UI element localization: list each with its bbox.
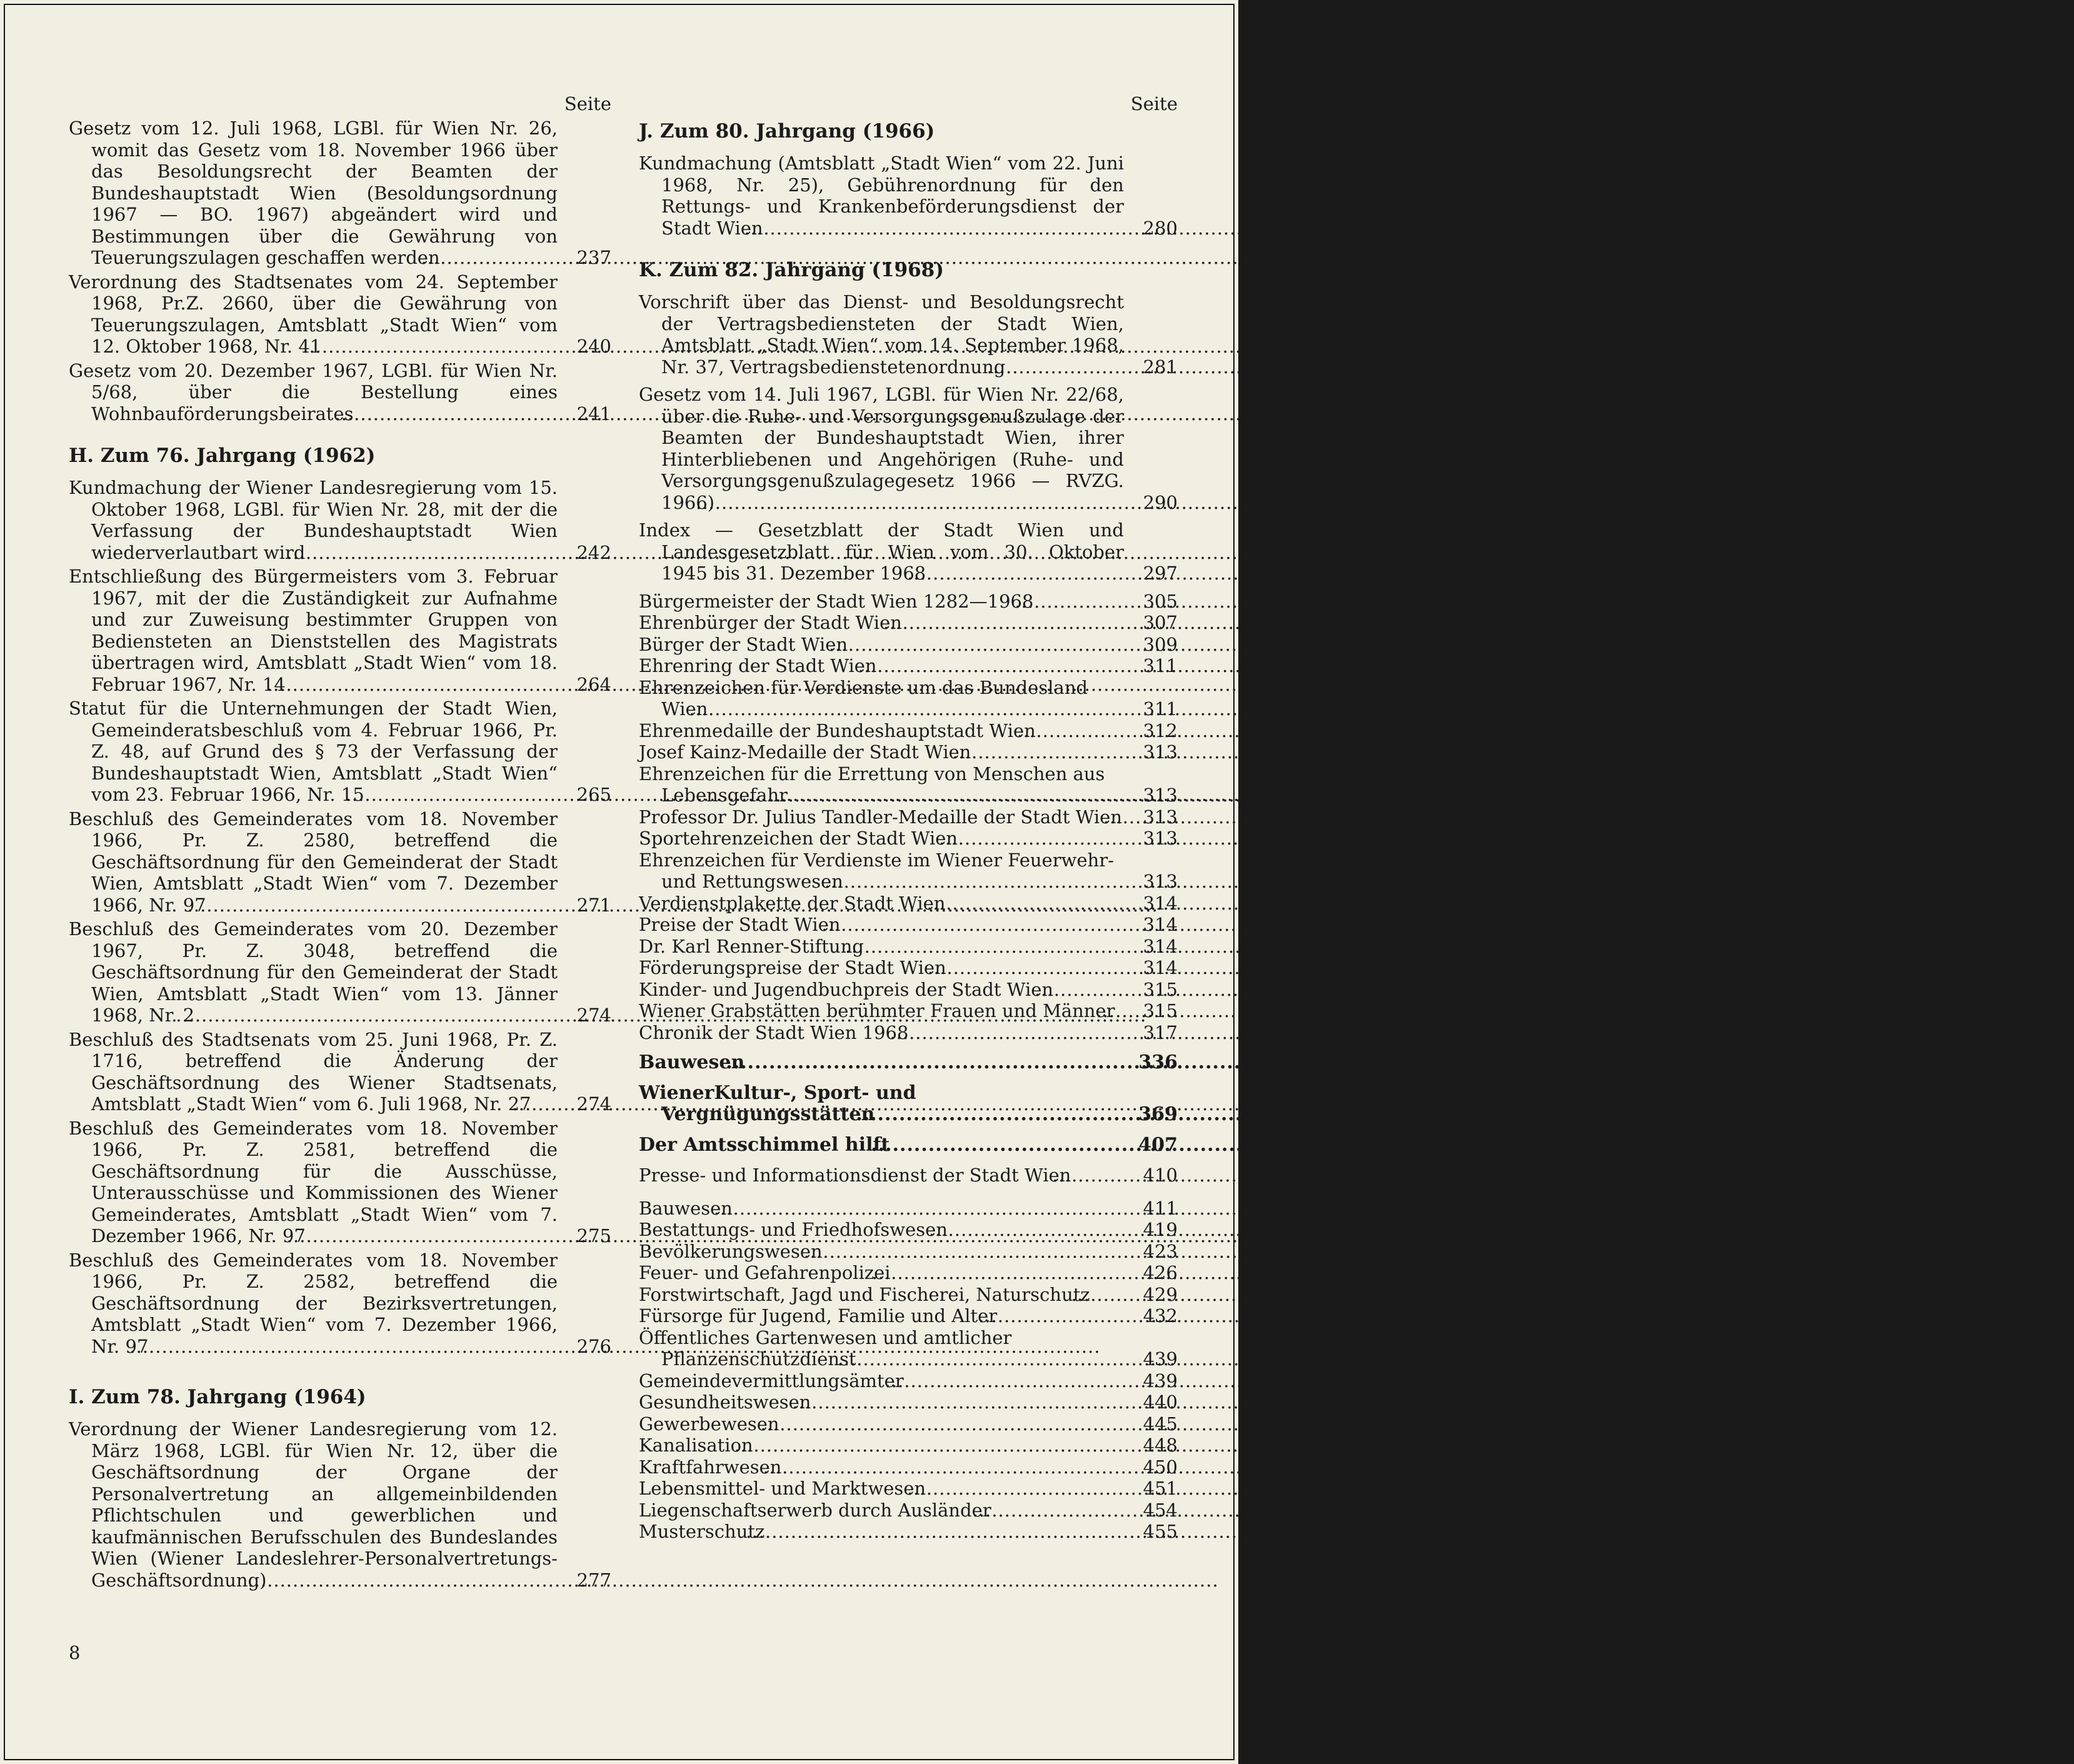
toc-entry xyxy=(639,1022,1178,1044)
toc-entry-title: Lebensmittel- und Marktwesen ..... xyxy=(639,1478,926,1499)
toc-entry-title: Verordnung des Stadtsenates vom 24. September 1968, Pr.Z. 2660, über die Gewährung von Teuerungszulagen, Amtsblatt „Stadt Wien“ vom 12. Oktober 1968, Nr. 41 ..... xyxy=(69,271,558,358)
toc-entry-text-wrap xyxy=(69,477,558,563)
toc-entry-title: Dr. Karl Renner-Stiftung ..... xyxy=(639,936,864,957)
toc-entry-page: 426 xyxy=(1143,1262,1178,1283)
toc-entry-text-wrap xyxy=(639,719,1124,742)
toc-entry xyxy=(639,1391,1178,1413)
toc-entry-title: Musterschutz ..... xyxy=(639,1521,764,1542)
toc-entry xyxy=(69,698,611,806)
toc-entry-title: Gemeindevermittlungsämter ..... xyxy=(639,1370,904,1391)
toc-entry xyxy=(639,806,1178,828)
toc-entry-text-wrap xyxy=(639,1413,1124,1435)
toc-entry-title: Sportehrenzeichen der Stadt Wien ..... xyxy=(639,828,958,849)
toc-entry xyxy=(639,1052,1178,1074)
toc-entry-page: 450 xyxy=(1143,1456,1178,1478)
toc-entry-text-wrap xyxy=(639,935,1124,958)
toc-entry-page: 305 xyxy=(1143,590,1178,612)
toc-entry xyxy=(639,384,1178,513)
toc-entry-text-wrap xyxy=(639,1219,1124,1241)
toc-entry-title: Bevölkerungswesen ..... xyxy=(639,1241,823,1262)
toc-entry-page: 240 xyxy=(576,336,611,357)
toc-entry-page: 419 xyxy=(1143,1219,1178,1240)
toc-entry-page: 237 xyxy=(576,247,611,268)
toc-entry-text-wrap xyxy=(69,1249,558,1358)
section-heading-i: I. Zum 78. Jahrgang (1964) xyxy=(69,1386,366,1408)
toc-entry xyxy=(639,519,1178,584)
toc-entry-page: 313 xyxy=(1143,871,1178,892)
toc-entry-title: Forstwirtschaft, Jagd und Fischerei, Naturschutz ..... xyxy=(639,1284,1090,1305)
toc-entry xyxy=(69,360,611,425)
toc-entry-text-wrap xyxy=(639,633,1124,656)
toc-entry-title: Beschluß des Gemeinderates vom 18. November 1966, Pr. Z. 2581, betreffend die Geschäftsordnung für die Ausschüsse, Unterausschüsse und Kommissionen des Wiener Gemeinderates, Amtsblatt „Stadt Wien“ vom 7. Dezember 1966, Nr. 97 ..... xyxy=(69,1118,558,1247)
toc-entry-text-wrap xyxy=(639,384,1124,513)
toc-entry-page: 241 xyxy=(576,403,611,424)
toc-entry xyxy=(639,1165,1178,1186)
toc-entry xyxy=(639,1262,1178,1284)
toc-entry xyxy=(639,1413,1178,1435)
toc-entry-title: Kraftfahrwesen ..... xyxy=(639,1456,781,1478)
toc-entry xyxy=(639,1219,1178,1241)
toc-entry xyxy=(639,741,1178,763)
toc-entry-text-wrap xyxy=(69,359,558,425)
toc-entry-page: 281 xyxy=(1143,356,1178,378)
toc-entry-page: 265 xyxy=(576,784,611,805)
toc-entry xyxy=(639,1327,1178,1370)
toc-entry-page: 439 xyxy=(1143,1370,1178,1391)
toc-entry-title: Kinder- und Jugendbuchpreis der Stadt Wien ..... xyxy=(639,979,1053,1000)
toc-entry-title: Ehrenzeichen für Verdienste im Wiener Feuerwehr- und Rettungswesen ..... xyxy=(639,849,1114,893)
toc-entry-text-wrap xyxy=(639,741,1124,763)
toc-entry-text-wrap xyxy=(69,808,558,916)
toc-entry-title: Chronik der Stadt Wien 1968 ..... xyxy=(639,1022,908,1043)
toc-entry-title: Gewerbewesen ..... xyxy=(639,1413,779,1435)
toc-entry-text-wrap xyxy=(639,1133,1124,1156)
page-number: 8 xyxy=(69,1642,81,1663)
toc-entry-text-wrap xyxy=(639,1521,1124,1543)
toc-entry-page: 451 xyxy=(1143,1478,1178,1499)
right-content xyxy=(639,119,1178,1543)
toc-entry xyxy=(639,1478,1178,1500)
toc-entry-page: 317 xyxy=(1143,1021,1178,1043)
toc-entry-page: 297 xyxy=(1143,563,1178,584)
toc-entry-title: Entschließung des Bürgermeisters vom 3. Februar 1967, mit der die Zuständigkeit zur Aufnahme und zur Zuweisung bestimmter Gruppen von Bediensteten an Dienststellen des Magistrats übertragen wird, Amtsblatt „Stadt Wien“ vom 18. Februar 1967, Nr. 14 ..... xyxy=(69,566,558,695)
toc-entry-page: 411 xyxy=(1143,1197,1178,1219)
toc-entry-page: 314 xyxy=(1143,957,1178,978)
toc-entry-text-wrap xyxy=(639,1435,1124,1456)
toc-entry xyxy=(639,1521,1178,1543)
toc-entry-page: 429 xyxy=(1143,1283,1178,1305)
toc-entry xyxy=(639,914,1178,936)
toc-entry xyxy=(69,1029,611,1115)
toc-entry-page: 264 xyxy=(576,673,611,695)
toc-entry xyxy=(69,808,611,916)
toc-entry-text-wrap xyxy=(639,1081,1124,1126)
toc-entry xyxy=(639,720,1178,742)
toc-entry-title: Gesetz vom 14. Juli 1967, LGBl. für Wien Nr. 22/68, über die Ruhe- und Versorgungsgenußzulage der Beamten der Bundeshauptstadt Wien, ihrer Hinterbliebenen und Angehörigen (Ruhe- und Versorgungsgenußzulagegesetz 1966 — RVZG. 1966) ..... xyxy=(639,384,1124,513)
toc-entry-text-wrap xyxy=(69,918,558,1026)
toc-entry-text-wrap xyxy=(639,1262,1124,1284)
toc-entry-title: Wiener Grabstätten berühmter Frauen und Männer ..... xyxy=(639,1000,1115,1021)
toc-entry-title: Bestattungs- und Friedhofswesen ..... xyxy=(639,1219,948,1240)
toc-entry-title: Kundmachung der Wiener Landesregierung vom 15. Oktober 1968, LGBl. für Wien Nr. 28, mit der die Verfassung der Bundeshauptstadt Wien wiederverlautbart wird ..... xyxy=(69,477,558,563)
toc-group-h xyxy=(69,477,611,1357)
toc-entry-text-wrap xyxy=(69,1117,558,1247)
toc-entry-text-wrap xyxy=(639,612,1124,634)
toc-entry xyxy=(639,763,1178,806)
toc-entry-page: 311 xyxy=(1143,698,1178,719)
toc-entry-title: Gesundheitswesen ..... xyxy=(639,1391,811,1413)
toc-entry xyxy=(639,1435,1178,1456)
toc-entry-text-wrap xyxy=(639,1283,1124,1306)
toc-entry-page: 313 xyxy=(1143,784,1178,806)
toc-entry xyxy=(639,1500,1178,1521)
toc-entry-text-wrap xyxy=(639,849,1124,893)
toc-entry-title: Verdienstplakette der Stadt Wien ..... xyxy=(639,893,946,914)
seite-header-right: Seite xyxy=(1130,93,1178,114)
toc-entry-page: 407 xyxy=(1138,1133,1178,1156)
toc-entry-text-wrap xyxy=(639,1051,1124,1074)
toc-entry-title: Josef Kainz-Medaille der Stadt Wien ..... xyxy=(639,741,971,763)
toc-entry-page: 314 xyxy=(1143,914,1178,935)
toc-entry-page: 448 xyxy=(1143,1435,1178,1456)
toc-entry xyxy=(639,1135,1178,1156)
toc-entry-page: 315 xyxy=(1143,1000,1178,1021)
toc-entry-page: 455 xyxy=(1143,1521,1178,1542)
toc-entry-page: 313 xyxy=(1143,806,1178,828)
toc-entry-title: Professor Dr. Julius Tandler-Medaille der Stadt Wien ..... xyxy=(639,806,1122,828)
toc-entry-title: Beschluß des Gemeinderates vom 18. November 1966, Pr. Z. 2582, betreffend die Geschäftsordnung der Bezirksvertretungen, Amtsblatt „Stadt Wien“ vom 7. Dezember 1966, Nr. 97 ..... xyxy=(69,1250,558,1357)
toc-entry xyxy=(639,612,1178,634)
toc-entry-title: Förderungspreise der Stadt Wien ..... xyxy=(639,957,946,978)
toc-group-i xyxy=(69,1418,611,1591)
toc-entry-text-wrap xyxy=(639,1456,1124,1478)
toc-entry-text-wrap xyxy=(69,118,558,269)
toc-entry-title: Statut für die Unternehmungen der Stadt Wien, Gemeinderatsbeschluß vom 4. Februar 1966, Pr. Z. 48, auf Grund des § 73 der Verfassung der Bundeshauptstadt Wien, Amtsblatt „Stadt Wien“ vom 23. Februar 1966, Nr. 15 ..... xyxy=(69,698,558,805)
toc-entry-page: 274 xyxy=(576,1093,611,1115)
toc-entry-text-wrap xyxy=(639,978,1124,1001)
toc-entry xyxy=(69,271,611,358)
toc-entry-page: 314 xyxy=(1143,892,1178,914)
toc-entry-title: Feuer- und Gefahrenpolizei ..... xyxy=(639,1262,891,1283)
toc-entry-page: 311 xyxy=(1143,655,1178,676)
toc-entry-page: 369 xyxy=(1138,1103,1178,1125)
toc-entry-text-wrap xyxy=(639,1370,1124,1392)
toc-entry-text-wrap xyxy=(639,590,1124,613)
toc-entry xyxy=(639,1241,1178,1263)
toc-entry xyxy=(639,1284,1178,1306)
toc-entry-page: 312 xyxy=(1143,719,1178,741)
toc-entry-text-wrap xyxy=(639,957,1124,979)
toc-entry-title: Presse- und Informationsdienst der Stadt Wien ..... xyxy=(639,1165,1071,1186)
toc-entry-title: Index — Gesetzblatt der Stadt Wien und Landesgesetzblatt für Wien vom 30. Oktober 1945 bis 31. Dezember 1968 ..... xyxy=(639,519,1124,584)
toc-entry xyxy=(69,118,611,269)
toc-entry xyxy=(69,1418,611,1591)
toc-entry-title: Ehrenzeichen für die Errettung von Menschen aus Lebensgefahr ..... xyxy=(639,763,1105,806)
toc-entry-title: Liegenschaftserwerb durch Ausländer ..... xyxy=(639,1500,991,1521)
toc-entry xyxy=(639,1198,1178,1220)
toc-entry-text-wrap xyxy=(639,1197,1124,1220)
toc-entry-text-wrap xyxy=(639,153,1124,239)
left-content xyxy=(69,118,611,1593)
toc-entry-page: 315 xyxy=(1143,978,1178,1000)
toc-entry xyxy=(639,655,1178,677)
toc-entry-text-wrap xyxy=(639,1391,1124,1413)
toc-entry xyxy=(639,893,1178,915)
toc-entry-text-wrap xyxy=(639,676,1124,720)
toc-entry-title: Bauwesen ..... xyxy=(639,1051,744,1073)
toc-entry xyxy=(69,1118,611,1247)
toc-entry-text-wrap xyxy=(639,1478,1124,1500)
toc-entry-text-wrap xyxy=(639,291,1124,378)
toc-entry-text-wrap xyxy=(639,1326,1124,1370)
toc-entry xyxy=(69,918,611,1026)
toc-entry xyxy=(69,566,611,695)
toc-group-g xyxy=(69,118,611,424)
toc-entry xyxy=(639,591,1178,613)
toc-entry-text-wrap xyxy=(69,271,558,358)
toc-entry-page: 242 xyxy=(576,541,611,563)
toc-entry-title: Ehrenmedaille der Bundeshauptstadt Wien ..... xyxy=(639,720,1036,741)
toc-entry-page: 423 xyxy=(1143,1240,1178,1262)
toc-entry-title: Preise der Stadt Wien ..... xyxy=(639,914,841,935)
toc-entry-title: Öffentliches Gartenwesen und amtlicher Pflanzenschutzdienst ..... xyxy=(639,1327,1011,1370)
toc-entry-title: Gesetz vom 20. Dezember 1967, LGBl. für Wien Nr. 5/68, über die Bestellung eines Wohnbauförderungsbeirates ..... xyxy=(69,360,558,424)
toc-entry-text-wrap xyxy=(639,1499,1124,1521)
toc-entry-page: 432 xyxy=(1143,1305,1178,1326)
toc-entry xyxy=(639,1083,1178,1126)
toc-list-press xyxy=(639,1165,1178,1186)
toc-entry-page: 445 xyxy=(1143,1413,1178,1435)
toc-entry-title: Bürger der Stadt Wien ..... xyxy=(639,634,848,655)
toc-entry-page: 307 xyxy=(1143,612,1178,633)
toc-entry xyxy=(639,291,1178,378)
toc-entry-title: Beschluß des Stadtsenats vom 25. Juni 1968, Pr. Z. 1716, betreffend die Änderung der Geschäftsordnung des Wiener Stadtsenats, Amtsblatt „Stadt Wien“ vom 6. Juli 1968, Nr. 27 ..... xyxy=(69,1029,558,1115)
toc-entry-text-wrap xyxy=(639,1305,1124,1327)
toc-entry-text-wrap xyxy=(639,763,1124,806)
toc-entry-text-wrap xyxy=(69,698,558,806)
toc-entry xyxy=(639,677,1178,720)
toc-entry-page: 313 xyxy=(1143,741,1178,763)
toc-entry-page: 336 xyxy=(1138,1051,1178,1073)
toc-entry-title: Vorschrift über das Dienst- und Besoldungsrecht der Vertragsbediensteten der Stadt Wien, Amtsblatt „Stadt Wien“ vom 14. September 1968, Nr. 37, Vertragsbedienstetenordnung ..... xyxy=(639,291,1124,378)
toc-entry xyxy=(639,936,1178,958)
toc-entry-title: Ehrenbürger der Stadt Wien ..... xyxy=(639,612,902,633)
toc-entry xyxy=(69,477,611,563)
toc-entry-text-wrap xyxy=(639,806,1124,828)
toc-entry-title: Der Amtsschimmel hilft ..... xyxy=(639,1134,889,1156)
toc-entry-text-wrap xyxy=(69,566,558,695)
toc-entry-text-wrap xyxy=(639,1240,1124,1263)
toc-entry-text-wrap xyxy=(639,1021,1124,1044)
toc-entry-page: 280 xyxy=(1143,217,1178,239)
toc-entry xyxy=(639,1370,1178,1392)
toc-entry xyxy=(639,1000,1178,1022)
toc-entry-title: WienerKultur-, Sport- und Vergnügungsstätten ..... xyxy=(639,1082,916,1126)
toc-entry-page: 274 xyxy=(576,1005,611,1026)
toc-entry-text-wrap xyxy=(639,892,1124,915)
section-heading-j: J. Zum 80. Jahrgang (1966) xyxy=(639,120,935,143)
toc-entry-page: 277 xyxy=(576,1569,611,1591)
section-heading-k: K. Zum 82. Jahrgang (1968) xyxy=(639,259,944,281)
toc-entry-title: Beschluß des Gemeinderates vom 18. November 1966, Pr. Z. 2580, betreffend die Geschäftsordnung für den Gemeinderat der Stadt Wien, Amtsblatt „Stadt Wien“ vom 7. Dezember 1966, Nr. 97 ..... xyxy=(69,808,558,916)
toc-entry xyxy=(639,153,1178,239)
toc-entry xyxy=(639,634,1178,656)
toc-list-honors xyxy=(639,591,1178,1044)
toc-entry-text-wrap xyxy=(639,914,1124,936)
toc-entry xyxy=(639,957,1178,979)
toc-entry-page: 276 xyxy=(576,1335,611,1357)
toc-entry-text-wrap xyxy=(639,655,1124,677)
toc-entry-page: 309 xyxy=(1143,633,1178,655)
toc-entry-page: 439 xyxy=(1143,1348,1178,1370)
toc-entry-title: Bauwesen ..... xyxy=(639,1198,733,1219)
toc-entry xyxy=(639,979,1178,1001)
toc-entry-page: 314 xyxy=(1143,935,1178,957)
toc-entry-page: 271 xyxy=(576,894,611,916)
toc-entry-page: 313 xyxy=(1143,828,1178,849)
toc-entry xyxy=(69,1250,611,1358)
toc-entry-text-wrap xyxy=(639,1165,1124,1186)
toc-entry-text-wrap xyxy=(639,1000,1124,1022)
toc-entry xyxy=(639,828,1178,849)
toc-entry-text-wrap xyxy=(639,519,1124,584)
toc-entry-title: Verordnung der Wiener Landesregierung vom 12. März 1968, LGBl. für Wien Nr. 12, über die Geschäftsordnung der Organe der Personalvertretung an allgemeinbildenden Pflichtschulen und gewerblichen und kaufmännischen Berufsschulen des Bundeslandes Wien (Wiener Landeslehrer-Personalvertretungs-Geschäftsordnung) ..... xyxy=(69,1418,558,1591)
spacer xyxy=(639,1186,1178,1198)
toc-entry-title: Fürsorge für Jugend, Familie und Alter ..... xyxy=(639,1305,997,1326)
toc-entry-page: 454 xyxy=(1143,1499,1178,1521)
toc-list-departments xyxy=(639,1198,1178,1543)
toc-entry-title: Beschluß des Gemeinderates vom 20. Dezember 1967, Pr. Z. 3048, betreffend die Geschäftsordnung für den Gemeinderat der Stadt Wien, Amtsblatt „Stadt Wien“ vom 13. Jänner 1968, Nr. 2 ..... xyxy=(69,918,558,1026)
section-heading-h: H. Zum 76. Jahrgang (1962) xyxy=(69,444,376,467)
toc-entry-title: Bürgermeister der Stadt Wien 1282—1968 ..... xyxy=(639,591,1033,612)
toc-entry xyxy=(639,849,1178,893)
toc-entry-text-wrap xyxy=(69,1028,558,1115)
toc-entry-page: 410 xyxy=(1143,1165,1178,1186)
toc-entry xyxy=(639,1456,1178,1478)
toc-entry-title: Ehrenring der Stadt Wien ..... xyxy=(639,655,877,676)
toc-entry xyxy=(639,1305,1178,1327)
toc-entry-page: 440 xyxy=(1143,1391,1178,1413)
toc-group-j xyxy=(639,153,1178,239)
toc-entry-page: 290 xyxy=(1143,491,1178,513)
toc-entry-text-wrap xyxy=(639,828,1124,849)
toc-entry-title: Kundmachung (Amtsblatt „Stadt Wien“ vom 22. Juni 1968, Nr. 25), Gebührenordnung für den Rettungs- und Krankenbeförderungsdienst der Stadt Wien ..... xyxy=(639,153,1124,239)
toc-group-k xyxy=(639,291,1178,584)
toc-entry-title: Gesetz vom 12. Juli 1968, LGBl. für Wien Nr. 26, womit das Gesetz vom 18. November 1966 über das Besoldungsrecht der Beamten der Bundeshauptstadt Wien (Besoldungsordnung 1967 — BO. 1967) abgeändert wird und Bestimmungen über die Gewährung von Teuerungszulagen geschaffen werden ..... xyxy=(69,118,558,268)
toc-entry-title: Ehrenzeichen für Verdienste um das Bundesland Wien ..... xyxy=(639,677,1088,720)
toc-entry-title: Kanalisation ..... xyxy=(639,1435,753,1456)
toc-list-bold xyxy=(639,1052,1178,1156)
seite-header-left: Seite xyxy=(564,93,611,114)
toc-entry-page: 275 xyxy=(576,1225,611,1246)
toc-entry-text-wrap xyxy=(69,1418,558,1591)
